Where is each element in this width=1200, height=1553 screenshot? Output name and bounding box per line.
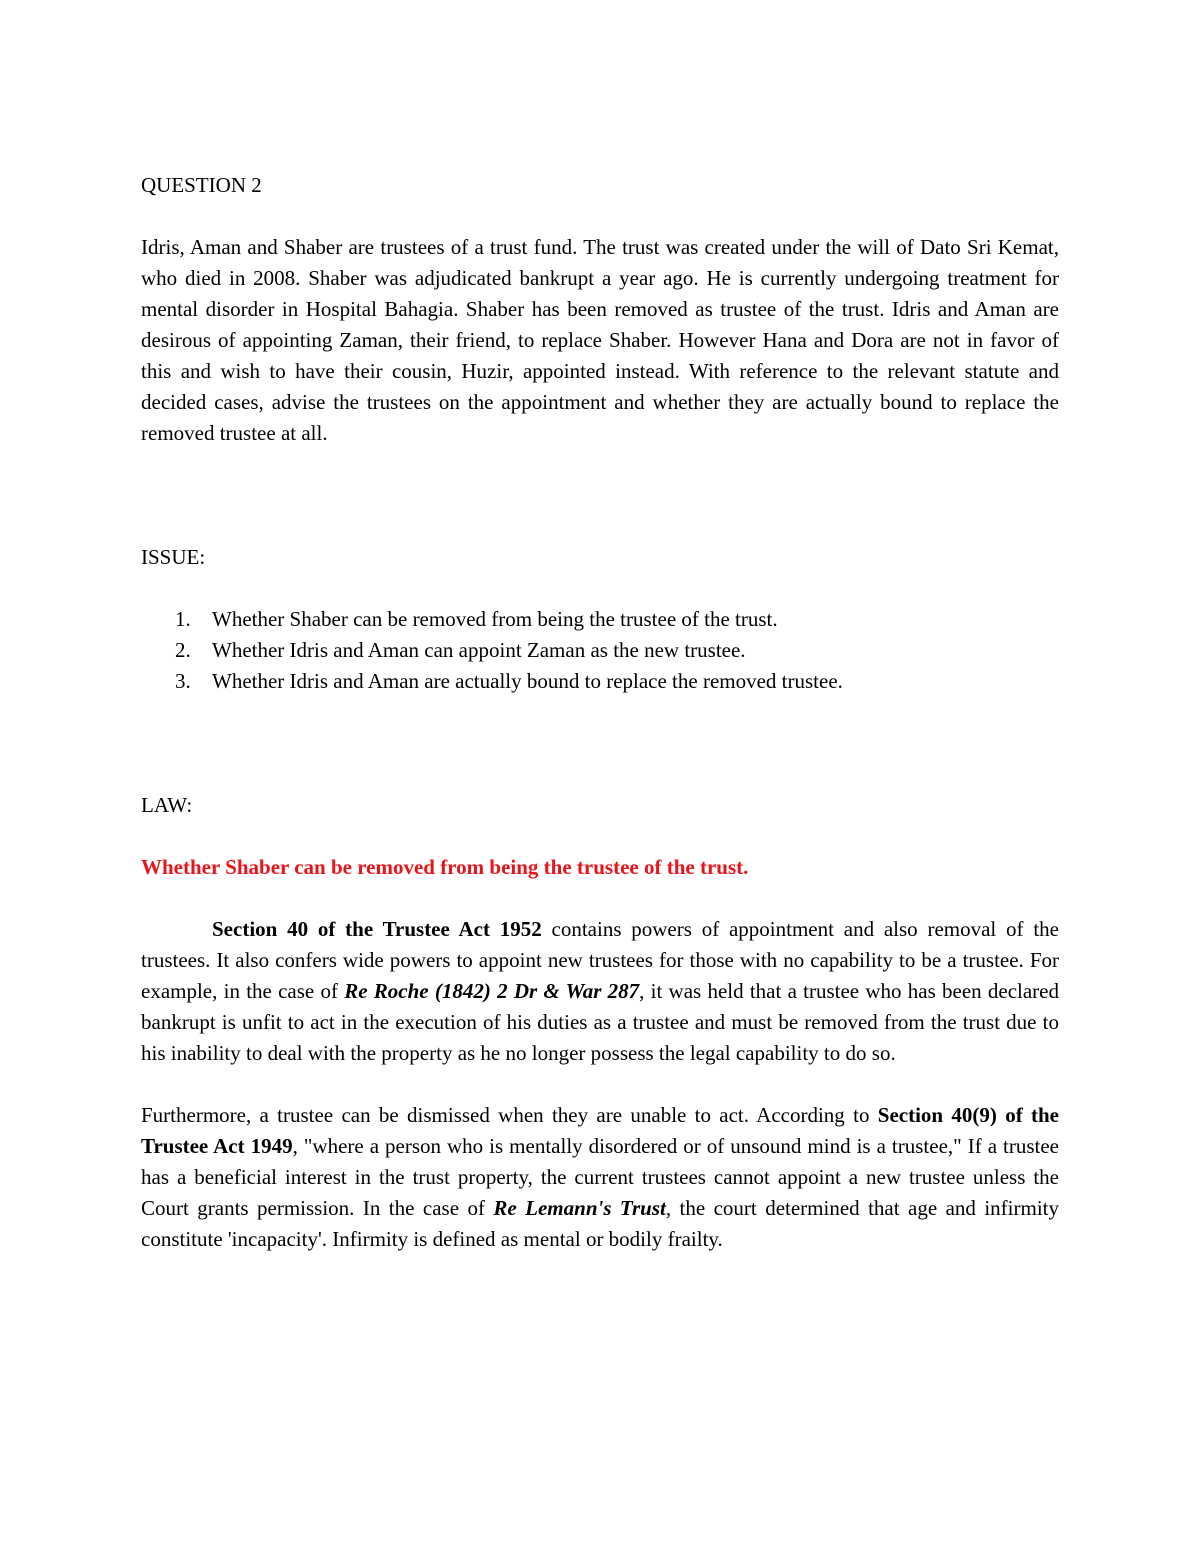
law-paragraph-1 xyxy=(141,914,1059,1069)
case-citation: Re Roche (1842) 2 Dr & War 287 xyxy=(344,979,640,1003)
issue-item-number: 3. xyxy=(175,669,191,693)
issue-item xyxy=(141,635,1059,666)
spacer xyxy=(141,449,1059,542)
law-title: LAW: xyxy=(141,793,193,817)
issue-item-number: 1. xyxy=(175,607,191,631)
issue-item xyxy=(141,604,1059,635)
issue-title: ISSUE: xyxy=(141,545,206,569)
law-paragraph-2 xyxy=(141,1100,1059,1255)
issue-item-text: Whether Shaber can be removed from being the trustee of the trust. xyxy=(212,607,778,631)
spacer xyxy=(141,573,1059,604)
question-body: Idris, Aman and Shaber are trustees of a trust fund. The trust was created under the will of Dato Sri Kemat, who died in 2008. Shaber was adjudicated bankrupt a year ago. He is currently undergoing treatment for mental disorder in Hospital Bahagia. Shaber has been removed as trustee of the trust. Idris and Aman are desirous of appointing Zaman, their friend, to replace Shaber. However Hana and Dora are not in favor of this and wish to have their cousin, Huzir, appointed instead. With reference to the relevant statute and decided cases, advise the trustees on the appointment and whether they are actually bound to replace the removed trustee at all. xyxy=(141,235,1059,445)
issue-item-text: Whether Idris and Aman are actually bound to replace the removed trustee. xyxy=(212,669,843,693)
spacer xyxy=(141,697,1059,790)
document-content xyxy=(141,170,1059,1255)
paragraph-text: , it was held that a trustee who has been declared bankrupt is unfit to act in the execution of his duties as a trustee and must be removed from the trust due to his inability to deal with the property as he no longer possess the legal capability to do so. xyxy=(141,979,1059,1065)
spacer xyxy=(141,883,1059,914)
statute-reference: Section 40(9) of the Trustee Act 1949 xyxy=(141,1103,1059,1158)
issue-item-number: 2. xyxy=(175,638,191,662)
issue-item-text: Whether Idris and Aman can appoint Zaman as the new trustee. xyxy=(212,638,746,662)
issue-item xyxy=(141,666,1059,697)
spacer xyxy=(141,1069,1059,1100)
case-citation: Re Lemann's Trust xyxy=(493,1196,666,1220)
spacer xyxy=(141,821,1059,852)
paragraph-text: , the court determined that age and infirmity constitute 'incapacity'. Infirmity is defined as mental or bodily frailty. xyxy=(141,1196,1060,1251)
paragraph-text: , "where a person who is mentally disordered or of unsound mind is a trustee," If a trustee has a beneficial interest in the trust property, the current trustees cannot appoint a new trustee unless the Court grants permission. In the case of xyxy=(141,1134,1060,1220)
paragraph-text: contains powers of appointment and also removal of the trustees. It also confers wide powers to appoint new trustees for those with no capability to be a trustee. For example, in the case of xyxy=(141,917,1059,1003)
statute-reference: Section 40 of the Trustee Act 1952 xyxy=(212,917,542,941)
spacer xyxy=(141,201,1059,232)
paragraph-text: Furthermore, a trustee can be dismissed when they are unable to act. According to xyxy=(141,1103,878,1127)
law-subheading: Whether Shaber can be removed from being the trustee of the trust. xyxy=(141,855,749,879)
issue-list xyxy=(141,604,1059,697)
question-title: QUESTION 2 xyxy=(141,173,262,197)
